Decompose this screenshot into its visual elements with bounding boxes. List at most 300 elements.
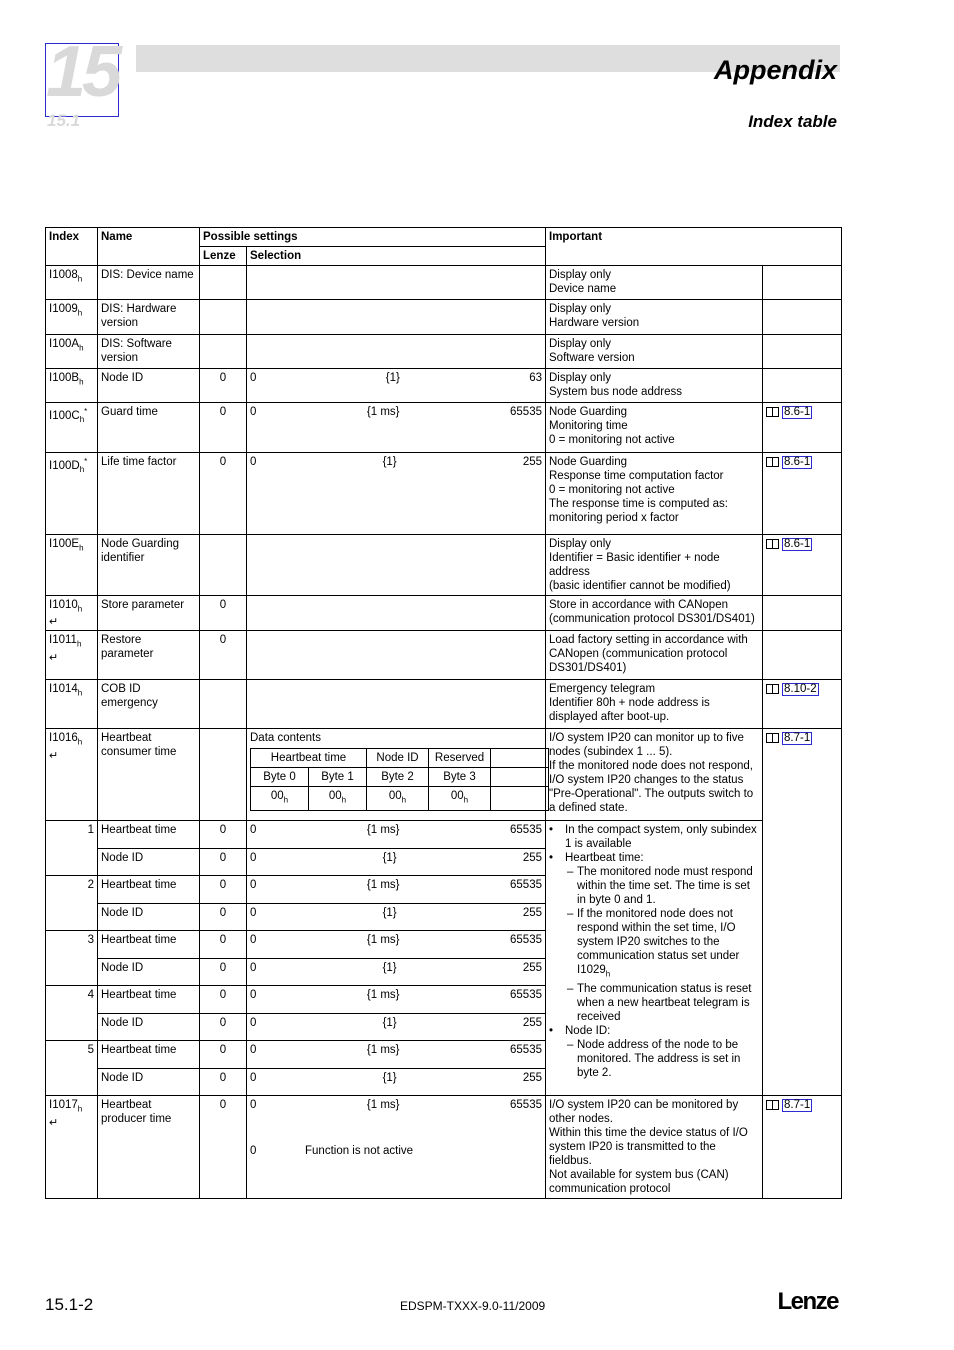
table-row xyxy=(46,300,842,335)
byte-value-text: 00 xyxy=(328,790,342,803)
important-line: 0 = monitoring not active xyxy=(549,484,675,496)
index-hex-suffix: h xyxy=(77,737,83,747)
selection-step: {1 ms} xyxy=(366,934,400,947)
selection-inactive-option xyxy=(250,1144,542,1158)
index-hex-suffix: h xyxy=(77,604,83,614)
index-hex-suffix: h xyxy=(77,1104,83,1114)
byte-value-text: 00 xyxy=(450,790,464,803)
index-code: I1010 xyxy=(49,599,78,611)
byte-value xyxy=(429,787,491,810)
bullet-icon: • xyxy=(549,824,554,837)
lenze-cell xyxy=(200,266,247,300)
reference-link[interactable]: 8.6-1 xyxy=(784,538,811,550)
table-row xyxy=(46,596,842,631)
selection-step: {1} xyxy=(382,1017,397,1030)
name-cell: Node ID xyxy=(98,369,200,403)
selection-cell xyxy=(247,931,546,959)
selection-step: {1} xyxy=(385,372,400,384)
selection-max: 255 xyxy=(522,1017,542,1030)
selection-step: {1 ms} xyxy=(366,1044,400,1057)
index-cell xyxy=(46,300,98,335)
heartbeat-consumer-row xyxy=(46,729,842,821)
reference-cell xyxy=(763,335,842,369)
byte-label: Byte 1 xyxy=(309,768,367,787)
dash-item xyxy=(549,865,759,907)
selection-inactive-value: 0 xyxy=(250,1145,257,1158)
selection-cell xyxy=(247,535,546,596)
chapter-section: 15.1 xyxy=(47,111,81,130)
selection-range xyxy=(250,1016,542,1030)
lenze-cell: 0 xyxy=(200,821,247,849)
selection-range xyxy=(250,823,542,837)
dash-text: The monitored node must respond within the time set. The time is set in byte 0 and 1. xyxy=(577,866,753,907)
index-hex-suffix: h xyxy=(79,465,85,475)
selection-max: 255 xyxy=(522,1072,542,1085)
hex-suffix: h xyxy=(401,795,407,805)
reference-link[interactable]: 8.6-1 xyxy=(784,406,811,418)
bullet-item xyxy=(549,1024,759,1038)
lenze-cell: 0 xyxy=(200,876,247,904)
book-icon xyxy=(766,457,779,467)
selection-cell xyxy=(247,266,546,300)
book-icon xyxy=(766,1100,779,1110)
data-contents-label: Data contents xyxy=(250,732,321,745)
selection-max: 65535 xyxy=(510,406,542,418)
reference-cell xyxy=(763,1096,842,1199)
index-hex-suffix: h xyxy=(79,377,84,387)
index-cell xyxy=(46,453,98,535)
important-line: Monitoring time xyxy=(549,420,628,432)
hex-suffix: h xyxy=(283,795,289,805)
selection-max: 255 xyxy=(522,852,542,865)
lenze-cell: 0 xyxy=(200,1041,247,1069)
dash-text: Node address of the node to be monitored. The address is set in byte 2. xyxy=(577,1038,741,1079)
reference-link[interactable]: 8.7-1 xyxy=(784,1099,811,1112)
index-code: I100E xyxy=(49,538,80,550)
important-line: Hardware version xyxy=(549,317,640,329)
dash-icon: – xyxy=(567,908,574,921)
index-cell xyxy=(46,403,98,453)
name-cell: Restore parameter xyxy=(98,631,200,680)
selection-step: {1 ms} xyxy=(366,406,400,418)
name-cell: Life time factor xyxy=(98,453,200,535)
important-cell xyxy=(546,403,763,453)
selection-range xyxy=(250,906,542,920)
selection-cell xyxy=(247,335,546,369)
lenze-cell: 0 xyxy=(200,904,247,931)
lenze-cell: 0 xyxy=(200,403,247,453)
selection-cell xyxy=(247,876,546,904)
selection-range xyxy=(250,988,542,1002)
name-cell: Heartbeat time xyxy=(98,931,200,959)
reference-cell xyxy=(763,453,842,535)
name-cell: DIS: Device name xyxy=(98,266,200,300)
name-cell: DIS: Hardware version xyxy=(98,300,200,335)
index-code: I1011 xyxy=(49,634,77,647)
table-header-row xyxy=(46,228,842,247)
subindex-row xyxy=(46,821,842,849)
selection-cell xyxy=(247,1041,546,1069)
selection-cell xyxy=(247,453,546,535)
index-cell xyxy=(46,1096,98,1199)
byte-group-heartbeat-time: Heartbeat time xyxy=(251,749,367,768)
bullet-item xyxy=(549,851,759,865)
byte-value-row xyxy=(251,787,549,810)
dash-icon: – xyxy=(567,1038,574,1051)
index-cell xyxy=(46,729,98,821)
selection-cell xyxy=(247,849,546,876)
important-line: Software version xyxy=(549,352,635,364)
index-cell xyxy=(46,596,98,631)
lenze-cell xyxy=(200,300,247,335)
selection-cell xyxy=(247,986,546,1014)
important-line: 0 = monitoring not active xyxy=(549,434,675,446)
byte-group-node-id: Node ID xyxy=(367,749,429,768)
important-cell xyxy=(546,631,763,680)
selection-cell xyxy=(247,821,546,849)
dash-icon: – xyxy=(567,982,574,995)
name-cell: Node Guarding identifier xyxy=(98,535,200,596)
subindex-number: 1 xyxy=(46,821,98,876)
header-index: Index xyxy=(46,228,98,266)
selection-min: 0 xyxy=(250,934,257,947)
selection-min: 0 xyxy=(250,962,257,975)
return-icon: ↵ xyxy=(49,749,59,762)
page-subtitle: Index table xyxy=(748,112,837,131)
index-code: I1008 xyxy=(49,269,78,281)
lenze-cell: 0 xyxy=(200,986,247,1014)
byte-name-row xyxy=(251,768,549,787)
important-line: Load factory setting in accordance with CANopen (communication protocol DS301/DS401) xyxy=(549,634,748,675)
important-cell xyxy=(546,535,763,596)
selection-cell xyxy=(247,596,546,631)
lenze-cell: 0 xyxy=(200,931,247,959)
selection-step: {1} xyxy=(382,456,397,468)
selection-cell xyxy=(247,631,546,680)
important-line: If the monitored node does not respond, I/O system IP20 changes to the status "Pre-Operational". The outputs switch to a defined state. xyxy=(549,760,754,815)
dash-text-wrap xyxy=(577,1038,759,1080)
important-line: The response time is computed as: xyxy=(549,498,728,510)
lenze-cell: 0 xyxy=(200,1096,247,1199)
name-cell: Heartbeat time xyxy=(98,986,200,1014)
index-code: I100C xyxy=(49,409,80,422)
table-row xyxy=(46,680,842,729)
bullet-text: In the compact system, only subindex 1 is available xyxy=(565,824,757,851)
important-cell xyxy=(546,453,763,535)
data-contents-cell xyxy=(247,729,546,821)
table-row xyxy=(46,535,842,596)
selection-range xyxy=(250,961,542,975)
book-icon xyxy=(766,407,779,417)
selection-range xyxy=(250,455,542,469)
selection-cell xyxy=(247,1014,546,1041)
important-cell xyxy=(546,596,763,631)
reference-link[interactable]: 8.7-1 xyxy=(784,732,811,745)
lenze-cell: 0 xyxy=(200,453,247,535)
name-cell: Node ID xyxy=(98,904,200,931)
book-icon xyxy=(766,684,779,694)
dash-text-wrap xyxy=(577,907,759,981)
byte-spacer xyxy=(491,749,549,768)
reference-link[interactable]: 8.10-2 xyxy=(784,683,817,696)
important-line: Display only xyxy=(549,372,611,384)
important-line: Node Guarding xyxy=(549,456,627,468)
name-cell: Node ID xyxy=(98,849,200,876)
lenze-cell: 0 xyxy=(200,631,247,680)
reference-cell xyxy=(763,266,842,300)
byte-value-text: 00 xyxy=(388,790,402,803)
name-cell: Heartbeat consumer time xyxy=(98,729,200,821)
selection-min: 0 xyxy=(250,1017,257,1030)
important-line: Device name xyxy=(549,283,617,295)
selection-inactive-text: Function is not active xyxy=(305,1145,414,1158)
bullet-text: Heartbeat time: xyxy=(565,852,644,865)
index-hex-suffix: h xyxy=(79,343,84,353)
selection-cell xyxy=(247,959,546,986)
index-code: I100A xyxy=(49,338,80,350)
important-cell xyxy=(546,335,763,369)
lenze-cell: 0 xyxy=(200,1069,247,1096)
selection-max: 65535 xyxy=(510,934,542,947)
hex-suffix: h xyxy=(463,795,469,805)
byte-value xyxy=(251,787,309,810)
reference-link[interactable]: 8.6-1 xyxy=(784,456,811,468)
selection-range xyxy=(250,1098,542,1112)
lenze-cell: 0 xyxy=(200,849,247,876)
table-row xyxy=(46,266,842,300)
name-cell: Heartbeat time xyxy=(98,821,200,849)
byte-layout-table xyxy=(250,748,549,810)
selection-cell xyxy=(247,680,546,729)
selection-step: {1} xyxy=(382,852,397,865)
name-cell: Heartbeat producer time xyxy=(98,1096,200,1199)
important-cell xyxy=(546,1096,763,1199)
byte-label: Byte 2 xyxy=(367,768,429,787)
index-hex-suffix: h xyxy=(79,415,85,425)
selection-cell xyxy=(247,369,546,403)
index-code: I1014 xyxy=(49,683,78,696)
hex-suffix: h xyxy=(605,969,611,979)
byte-value xyxy=(367,787,429,810)
bullet-icon: • xyxy=(549,852,554,865)
selection-range xyxy=(250,405,542,419)
important-line: Display only xyxy=(549,303,611,315)
index-code: I1016 xyxy=(49,732,78,745)
subindex-number: 4 xyxy=(46,986,98,1041)
important-line: Within this time the device status of I/O system IP20 is transmitted to the fieldbus. xyxy=(549,1127,748,1168)
important-line: Display only xyxy=(549,269,611,281)
byte-group-reserved: Reserved xyxy=(429,749,491,768)
selection-max: 65535 xyxy=(510,824,542,837)
name-cell: Node ID xyxy=(98,1069,200,1096)
index-hex-suffix: h xyxy=(79,543,84,553)
selection-min: 0 xyxy=(250,456,257,468)
name-cell: Store parameter xyxy=(98,596,200,631)
name-cell: Node ID xyxy=(98,959,200,986)
selection-max: 255 xyxy=(522,456,542,468)
important-line: Identifier = Basic identifier + node address xyxy=(549,552,720,578)
important-line: Identifier 80h + node address is displayed after boot-up. xyxy=(549,697,710,724)
selection-min: 0 xyxy=(250,989,257,1002)
important-line: I/O system IP20 can be monitored by other nodes. xyxy=(549,1099,739,1126)
book-icon xyxy=(766,539,779,549)
byte-value-text: 00 xyxy=(270,790,284,803)
selection-max: 65535 xyxy=(510,1044,542,1057)
dash-text: If the monitored node does not respond within the set time, I/O system IP20 switches to the communication status set under I1029 xyxy=(577,908,740,977)
selection-max: 63 xyxy=(529,372,542,384)
name-cell: COB ID emergency xyxy=(98,680,200,729)
selection-min: 0 xyxy=(250,1072,257,1085)
index-code: I100B xyxy=(49,372,80,384)
byte-spacer xyxy=(491,768,549,787)
name-cell: Heartbeat time xyxy=(98,876,200,904)
index-hex-suffix: h xyxy=(77,308,83,318)
index-code: I1017 xyxy=(49,1099,78,1112)
selection-step: {1} xyxy=(382,962,397,975)
return-icon: ↵ xyxy=(49,616,59,629)
header-name: Name xyxy=(98,228,200,266)
index-cell xyxy=(46,266,98,300)
lenze-cell: 0 xyxy=(200,369,247,403)
selection-cell xyxy=(247,904,546,931)
bullet-icon: • xyxy=(549,1024,554,1037)
index-hex-suffix: h xyxy=(77,274,83,284)
important-line: Node Guarding xyxy=(549,406,627,418)
selection-min: 0 xyxy=(250,1044,257,1057)
important-line: (basic identifier cannot be modified) xyxy=(549,580,731,592)
selection-range xyxy=(250,851,542,865)
index-star: * xyxy=(84,457,88,466)
reference-cell xyxy=(763,300,842,335)
important-line: Response time computation factor xyxy=(549,470,724,482)
reference-cell xyxy=(763,596,842,631)
selection-min: 0 xyxy=(250,907,257,920)
important-cell xyxy=(546,369,763,403)
byte-value xyxy=(309,787,367,810)
selection-range xyxy=(250,371,542,385)
selection-min: 0 xyxy=(250,406,257,418)
important-line: System bus node address xyxy=(549,386,682,398)
header-important: Important xyxy=(546,228,842,266)
reference-cell xyxy=(763,369,842,403)
index-star: * xyxy=(84,407,88,416)
selection-max: 255 xyxy=(522,907,542,920)
dash-text: The communication status is reset when a new heartbeat telegram is received xyxy=(577,982,752,1023)
lenze-logo: Lenze xyxy=(777,1288,838,1315)
selection-cell xyxy=(247,1096,546,1199)
return-icon: ↵ xyxy=(49,1116,59,1129)
reference-cell xyxy=(763,403,842,453)
lenze-cell: 0 xyxy=(200,959,247,986)
header-lenze: Lenze xyxy=(200,247,247,266)
selection-min: 0 xyxy=(250,1099,257,1112)
hex-suffix: h xyxy=(341,795,347,805)
lenze-cell: 0 xyxy=(200,1014,247,1041)
heartbeat-notes-cell xyxy=(546,821,763,1096)
important-line: Emergency telegram xyxy=(549,683,656,696)
selection-step: {1 ms} xyxy=(366,989,400,1002)
reference-cell xyxy=(763,535,842,596)
selection-min: 0 xyxy=(250,879,257,892)
bullet-item xyxy=(549,823,759,851)
selection-min: 0 xyxy=(250,852,257,865)
selection-step: {1 ms} xyxy=(366,1099,400,1112)
table-row xyxy=(46,403,842,453)
heartbeat-producer-row xyxy=(46,1096,842,1199)
selection-min: 0 xyxy=(250,372,257,384)
lenze-cell xyxy=(200,535,247,596)
selection-step: {1 ms} xyxy=(366,824,400,837)
selection-step: {1} xyxy=(382,907,397,920)
byte-label: Byte 0 xyxy=(251,768,309,787)
dash-text-wrap xyxy=(577,982,759,1024)
page-title: Appendix xyxy=(713,55,837,85)
reference-cell xyxy=(763,729,842,1096)
index-code: I100D xyxy=(49,459,80,472)
name-cell: DIS: Software version xyxy=(98,335,200,369)
important-line: monitoring period x factor xyxy=(549,512,679,524)
selection-cell xyxy=(247,300,546,335)
subindex-number: 2 xyxy=(46,876,98,931)
index-cell xyxy=(46,680,98,729)
table-row xyxy=(46,335,842,369)
header-possible-settings: Possible settings xyxy=(200,228,546,247)
chapter-number: 15 xyxy=(46,32,119,112)
byte-label: Byte 3 xyxy=(429,768,491,787)
selection-max: 65535 xyxy=(510,1099,542,1112)
name-cell: Guard time xyxy=(98,403,200,453)
selection-range xyxy=(250,1043,542,1057)
index-cell xyxy=(46,535,98,596)
selection-step: {1 ms} xyxy=(366,879,400,892)
index-table xyxy=(45,227,842,1199)
selection-max: 255 xyxy=(522,962,542,975)
dash-text-wrap xyxy=(577,865,759,907)
byte-spacer xyxy=(491,787,549,810)
return-icon: ↵ xyxy=(49,651,59,664)
important-line: Not available for system bus (CAN) communication protocol xyxy=(549,1169,729,1196)
reference-cell xyxy=(763,680,842,729)
dash-icon: – xyxy=(567,866,574,879)
table-row xyxy=(46,369,842,403)
index-cell xyxy=(46,369,98,403)
index-cell xyxy=(46,335,98,369)
name-cell: Heartbeat time xyxy=(98,1041,200,1069)
dash-item xyxy=(549,982,759,1024)
reference-cell xyxy=(763,631,842,680)
important-cell xyxy=(546,300,763,335)
important-line: Store in accordance with CANopen (communication protocol DS301/DS401) xyxy=(549,599,755,625)
selection-max: 65535 xyxy=(510,989,542,1002)
table-row xyxy=(46,631,842,680)
selection-cell xyxy=(247,1069,546,1096)
header-selection: Selection xyxy=(247,247,546,266)
important-line: Display only xyxy=(549,338,611,350)
selection-range xyxy=(250,933,542,947)
selection-step: {1} xyxy=(382,1072,397,1085)
selection-range xyxy=(250,1071,542,1085)
dash-item xyxy=(549,907,759,981)
lenze-cell xyxy=(200,680,247,729)
important-line: I/O system IP20 can monitor up to five nodes (subindex 1 ... 5). xyxy=(549,732,744,759)
subindex-number: 3 xyxy=(46,931,98,986)
dash-item xyxy=(549,1038,759,1080)
lenze-cell: 0 xyxy=(200,596,247,631)
document-id: EDSPM-TXXX-9.0-11/2009 xyxy=(400,1299,546,1313)
selection-min: 0 xyxy=(250,824,257,837)
important-cell xyxy=(546,729,763,821)
lenze-cell xyxy=(200,335,247,369)
